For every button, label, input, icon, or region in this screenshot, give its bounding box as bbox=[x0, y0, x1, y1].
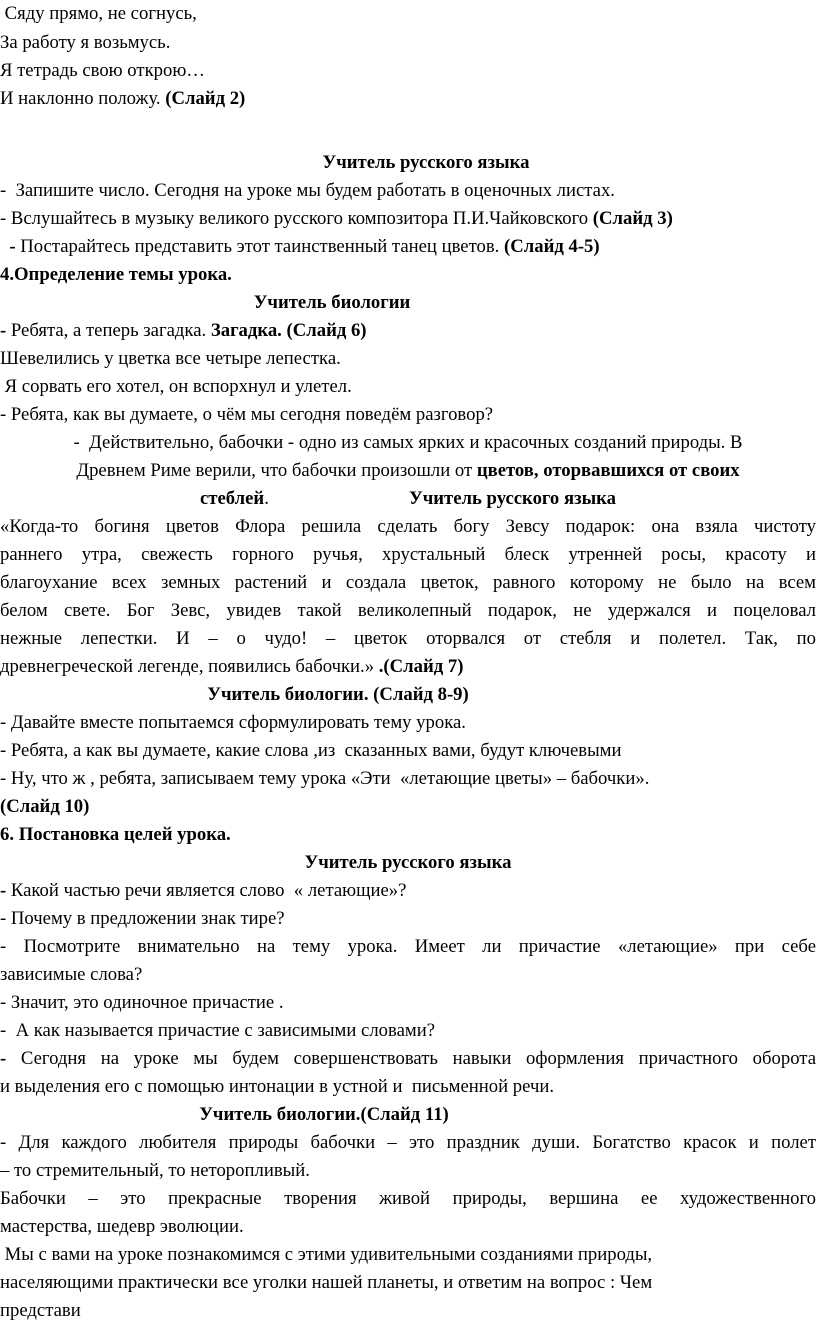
text-line: Мы с вами на уроке познакомимся с этими удивительными созданиями природы, bbox=[0, 1244, 653, 1265]
text-line: - Для каждого любителя природы бабочки – это праздник души. Богатство красок и полет bbox=[0, 1132, 816, 1153]
text-line: древнегреческой легенде, появились бабочки.» .(Слайд 7) bbox=[0, 656, 464, 677]
section-heading: 6. Постановка целей урока. bbox=[0, 824, 231, 845]
text-line: - Какой частью речи является слово « летающие»? bbox=[0, 880, 407, 901]
text-line: Я сорвать его хотел, он вспорхнул и улетел. bbox=[0, 376, 352, 397]
text-line: - Постарайтесь представить этот таинственный танец цветов. (Слайд 4-5) bbox=[0, 236, 600, 257]
text-line: стеблей. Учитель русского языка bbox=[199, 488, 616, 509]
text-line: - Сегодня на уроке мы будем совершенствовать навыки оформления причастного оборота bbox=[0, 1048, 816, 1069]
text-line: мастерства, шедевр эволюции. bbox=[0, 1216, 244, 1237]
text-line: - Ребята, как вы думаете, о чём мы сегодня поведём разговор? bbox=[0, 404, 494, 425]
text-line: Древнем Риме верили, что бабочки произошли от цветов, оторвавшихся от своих bbox=[76, 460, 740, 481]
text-line: - Почему в предложении знак тире? bbox=[0, 908, 285, 929]
section-heading: Учитель русского языка bbox=[304, 852, 512, 873]
section-heading: Учитель биологии.(Слайд 11) bbox=[199, 1104, 449, 1125]
text-line: благоухание всех земных растений и создала цветок, равного которому не было на всем bbox=[0, 572, 816, 593]
text-line: - Действительно, бабочки - одно из самых ярких и красочных созданий природы. В bbox=[73, 432, 743, 453]
section-heading: Учитель русского языка bbox=[322, 152, 530, 173]
text-line: - Ребята, а теперь загадка. Загадка. (Слайд 6) bbox=[0, 320, 367, 341]
text-line: - Значит, это одиночное причастие . bbox=[0, 992, 284, 1013]
text-line: зависимые слова? bbox=[0, 964, 143, 985]
text-line: раннего утра, свежесть горного ручья, хрустальный блеск утренней росы, красоту и bbox=[0, 544, 816, 565]
text-line: Сяду прямо, не согнусь, bbox=[0, 3, 197, 24]
text-line: «Когда-то богиня цветов Флора решила сделать богу Зевсу подарок: она взяла чистоту bbox=[0, 516, 816, 537]
text-line: и выделения его с помощью интонации в устной и письменной речи. bbox=[0, 1076, 555, 1097]
text-line: Я тетрадь свою открою… bbox=[0, 60, 205, 81]
text-line: Бабочки – это прекрасные творения живой природы, вершина ее художественного bbox=[0, 1188, 816, 1209]
section-heading: Учитель биологии. (Слайд 8-9) bbox=[207, 684, 469, 705]
text-line: белом свете. Бог Зевс, увидев такой великолепный подарок, не удержался и поцеловал bbox=[0, 600, 816, 621]
text-line: (Слайд 10) bbox=[0, 796, 90, 817]
text-line: - Запишите число. Сегодня на уроке мы будем работать в оценочных листах. bbox=[0, 180, 615, 201]
text-line: представи bbox=[0, 1300, 81, 1321]
text-line: - А как называется причастие с зависимыми словами? bbox=[0, 1020, 435, 1041]
section-heading: 4.Определение темы урока. bbox=[0, 264, 232, 285]
text-line: За работу я возьмусь. bbox=[0, 32, 171, 53]
section-heading: Учитель биологии bbox=[253, 292, 411, 313]
text-line: - Вслушайтесь в музыку великого русского композитора П.И.Чайковского (Слайд 3) bbox=[0, 208, 673, 229]
text-line: – то стремительный, то неторопливый. bbox=[0, 1160, 310, 1181]
text-line: - Ребята, а как вы думаете, какие слова ,из сказанных вами, будут ключевыми bbox=[0, 740, 622, 761]
text-line: И наклонно положу. (Слайд 2) bbox=[0, 88, 246, 109]
text-line: - Ну, что ж , ребята, записываем тему урока «Эти «летающие цветы» – бабочки». bbox=[0, 768, 650, 789]
text-line: нежные лепестки. И – о чудо! – цветок оторвался от стебля и полетел. Так, по bbox=[0, 628, 816, 649]
text-line: - Посмотрите внимательно на тему урока. Имеет ли причастие «летающие» при себе bbox=[0, 936, 816, 957]
text-line: Шевелились у цветка все четыре лепестка. bbox=[0, 348, 341, 369]
text-line: населяющими практически все уголки нашей планеты, и ответим на вопрос : Чем bbox=[0, 1272, 653, 1293]
text-line: - Давайте вместе попытаемся сформулировать тему урока. bbox=[0, 712, 466, 733]
